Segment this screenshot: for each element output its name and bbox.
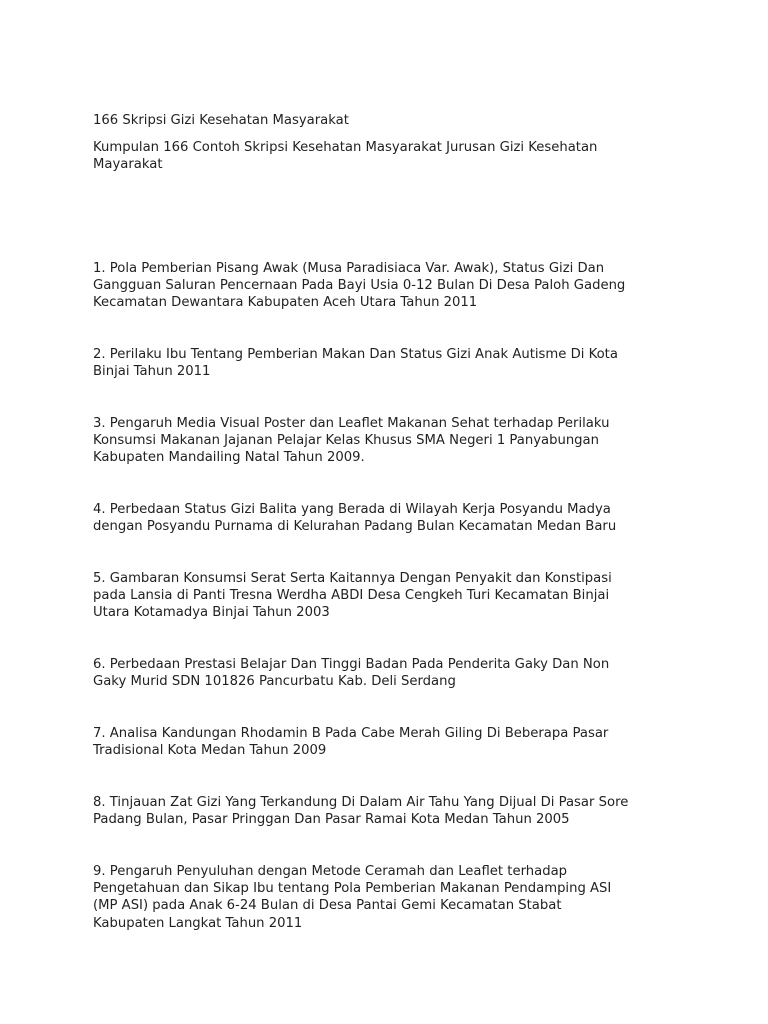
list-item <box>93 863 611 932</box>
list-item-line: Binjai Tahun 2011 <box>93 364 211 380</box>
list-item <box>93 794 628 828</box>
subtitle-line: Mayarakat <box>93 157 163 173</box>
list-item <box>93 501 616 535</box>
title-text: 166 Skripsi Gizi Kesehatan Masyarakat <box>93 113 349 128</box>
list-item-line: Kabupaten Langkat Tahun 2011 <box>93 915 303 931</box>
document-subtitle <box>93 139 597 173</box>
list-item-line: 9. Pengaruh Penyuluhan dengan Metode Ceramah dan Leaflet terhadap <box>93 864 568 879</box>
list-item-line: dengan Posyandu Purnama di Kelurahan Padang Bulan Kecamatan Medan Baru <box>93 519 617 535</box>
list-item-line: Padang Bulan, Pasar Pringgan Dan Pasar Ramai Kota Medan Tahun 2005 <box>93 812 570 828</box>
list-item-line: Utara Kotamadya Binjai Tahun 2003 <box>93 605 330 621</box>
document-title <box>93 112 349 129</box>
subtitle-line: Kumpulan 166 Contoh Skripsi Kesehatan Masyarakat Jurusan Gizi Kesehatan <box>93 140 598 155</box>
list-item-line: Pengetahuan dan Sikap Ibu tentang Pola Pemberian Makanan Pendamping ASI <box>93 881 612 897</box>
list-item <box>93 656 609 690</box>
list-item <box>93 415 609 467</box>
list-item-line: 7. Analisa Kandungan Rhodamin B Pada Cabe Merah Giling Di Beberapa Pasar <box>93 726 609 741</box>
list-item-line: 2. Perilaku Ibu Tentang Pemberian Makan Dan Status Gizi Anak Autisme Di Kota <box>93 347 618 362</box>
list-item-line: 8. Tinjauan Zat Gizi Yang Terkandung Di Dalam Air Tahu Yang Dijual Di Pasar Sore <box>93 795 629 810</box>
list-item-line: Gaky Murid SDN 101826 Pancurbatu Kab. Deli Serdang <box>93 674 456 690</box>
list-item <box>93 570 612 622</box>
list-item <box>93 260 625 312</box>
list-item-line: 3. Pengaruh Media Visual Poster dan Leaflet Makanan Sehat terhadap Perilaku <box>93 416 610 431</box>
list-item <box>93 725 608 759</box>
list-item-line: Kabupaten Mandailing Natal Tahun 2009. <box>93 450 365 466</box>
list-item-line: 4. Perbedaan Status Gizi Balita yang Berada di Wilayah Kerja Posyandu Madya <box>93 502 611 517</box>
list-item-line: Konsumsi Makanan Jajanan Pelajar Kelas Khusus SMA Negeri 1 Panyabungan <box>93 433 599 449</box>
list-item-line: Gangguan Saluran Pencernaan Pada Bayi Usia 0-12 Bulan Di Desa Paloh Gadeng <box>93 278 626 294</box>
list-item <box>93 346 618 380</box>
list-item-line: 6. Perbedaan Prestasi Belajar Dan Tinggi Badan Pada Penderita Gaky Dan Non <box>93 657 610 672</box>
list-item-line: Kecamatan Dewantara Kabupaten Aceh Utara Tahun 2011 <box>93 295 478 311</box>
list-item-line: pada Lansia di Panti Tresna Werdha ABDI Desa Cengkeh Turi Kecamatan Binjai <box>93 588 610 604</box>
list-item-line: (MP ASI) pada Anak 6-24 Bulan di Desa Pantai Gemi Kecamatan Stabat <box>93 898 562 914</box>
list-item-line: Tradisional Kota Medan Tahun 2009 <box>93 743 327 759</box>
list-item-line: 5. Gambaran Konsumsi Serat Serta Kaitannya Dengan Penyakit dan Konstipasi <box>93 571 612 586</box>
list-item-line: 1. Pola Pemberian Pisang Awak (Musa Paradisiaca Var. Awak), Status Gizi Dan <box>93 261 605 276</box>
